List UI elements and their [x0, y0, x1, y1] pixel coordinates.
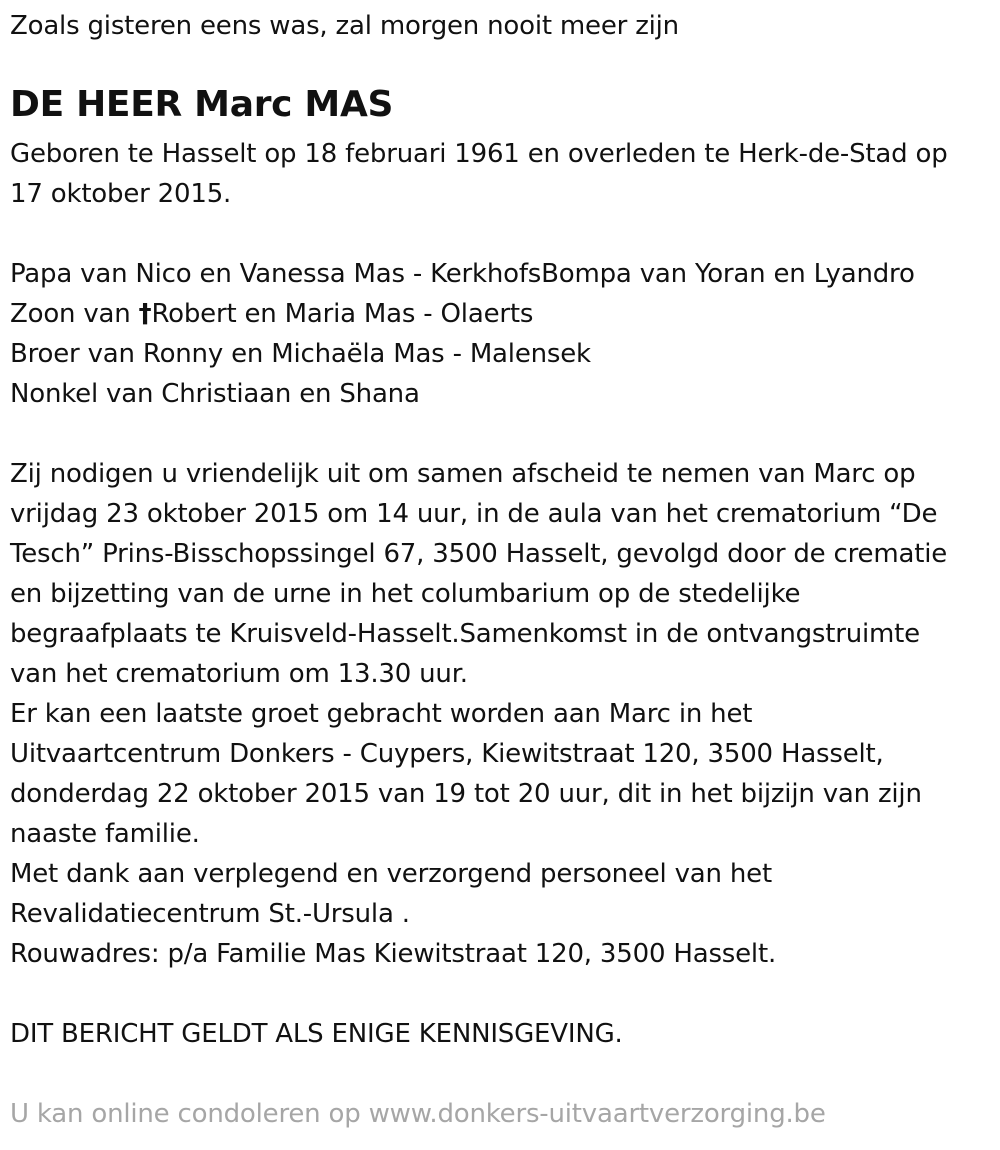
invitation-line: Uitvaartcentrum Donkers - Cuypers, Kiewitstraat 120, 3500 Hasselt, — [10, 739, 884, 769]
birth-line: 17 oktober 2015. — [10, 179, 232, 209]
deceased-name: DE HEER Marc MAS — [10, 84, 394, 125]
family-line-siblings: Broer van Ronny en Michaëla Mas - Malensek — [10, 339, 591, 369]
motto: Zoals gisteren eens was, zal morgen nooit meer zijn — [10, 11, 679, 41]
cross-icon: † — [138, 299, 152, 329]
family-line-children: Papa van Nico en Vanessa Mas - KerkhofsBompa van Yoran en Lyandro — [10, 259, 915, 289]
invitation-line: van het crematorium om 13.30 uur. — [10, 659, 468, 689]
birth-death-info — [10, 134, 948, 214]
invitation-line: Met dank aan verplegend en verzorgend personeel van het — [10, 859, 772, 889]
sole-notice: DIT BERICHT GELDT ALS ENIGE KENNISGEVING. — [10, 1019, 623, 1049]
invitation-line: en bijzetting van de urne in het columbarium op de stedelijke — [10, 579, 801, 609]
condolence-link[interactable]: U kan online condoleren op www.donkers-uitvaartverzorging.be — [10, 1099, 826, 1129]
invitation-line: Tesch” Prins-Bisschopssingel 67, 3500 Hasselt, gevolgd door de crematie — [10, 539, 948, 569]
invitation-line: naaste familie. — [10, 819, 200, 849]
invitation-line: Zij nodigen u vriendelijk uit om samen afscheid te nemen van Marc op — [10, 459, 916, 489]
parents-prefix: Zoon van — [10, 299, 139, 329]
family-line-parents — [10, 294, 915, 334]
mourning-address: Rouwadres: p/a Familie Mas Kiewitstraat 120, 3500 Hasselt. — [10, 939, 777, 969]
invitation-line: Revalidatiecentrum St.-Ursula . — [10, 899, 410, 929]
family-list — [10, 254, 915, 414]
invitation-line: begraafplaats te Kruisveld-Hasselt.Samenkomst in de ontvangstruimte — [10, 619, 920, 649]
family-line-nephews: Nonkel van Christiaan en Shana — [10, 379, 420, 409]
invitation-text — [10, 454, 947, 974]
notice-block — [10, 1014, 623, 1054]
invitation-line: vrijdag 23 oktober 2015 om 14 uur, in de aula van het crematorium “De — [10, 499, 938, 529]
invitation-line: donderdag 22 oktober 2015 van 19 tot 20 uur, dit in het bijzijn van zijn — [10, 779, 922, 809]
invitation-line: Er kan een laatste groet gebracht worden aan Marc in het — [10, 699, 753, 729]
parents-names: Robert en Maria Mas - Olaerts — [151, 299, 534, 329]
footer-block — [10, 1094, 826, 1134]
birth-line: Geboren te Hasselt op 18 februari 1961 en overleden te Herk-de-Stad op — [10, 139, 948, 169]
